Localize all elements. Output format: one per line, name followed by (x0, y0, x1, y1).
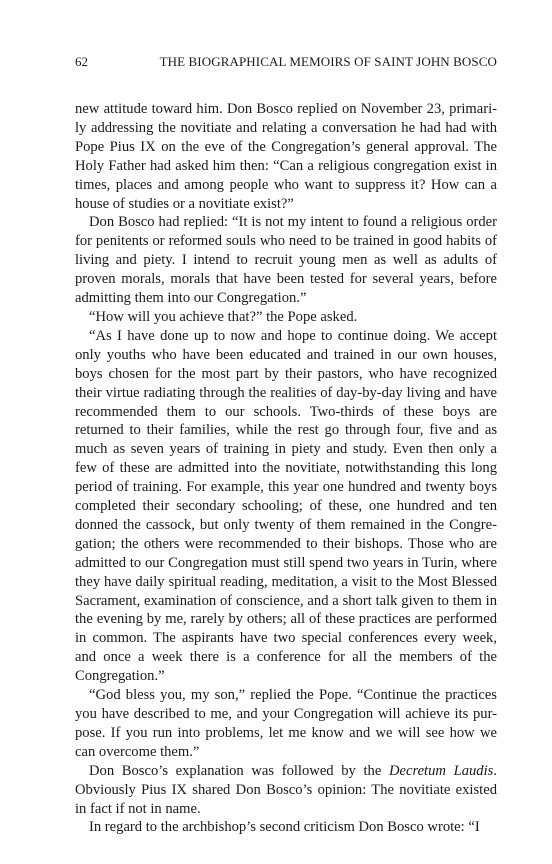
paragraph-1: new attitude toward him. Don Bosco replied on November 23, primari-ly addressing the novitiate and relating a conversation he had had with Pope Pius IX on the eve of the Congregation’s general approval. The Holy Father had asked him then: “Can a religious congregation exist in times, places and among people who want to suppress it? How can a house of studies or a novitiate exist?” (75, 101, 497, 212)
book-page (75, 52, 497, 837)
paragraph-6-rest: . Obviously Pius IX shared Don Bosco’s opinion: The novitiate existed in fact if not in name. (75, 762, 497, 817)
paragraph-5: “God bless you, my son,” replied the Pope. “Continue the practices you have described to me, and your Congregation will achieve its pur-pose. If you run into problems, let me know and we will see how we can overcome them.” (75, 687, 497, 760)
running-title: THE BIOGRAPHICAL MEMOIRS OF SAINT JOHN BOSCO (159, 54, 497, 69)
paragraph-6-lead: Don Bosco’s explanation was followed by the (89, 762, 389, 779)
paragraph-2: Don Bosco had replied: “It is not my intent to found a religious order for penitents or reformed souls who need to be trained in good habits of living and piety. I intend to recruit young men as well as adults of proven morals, morals that have been tested for several years, before admitting them into our Congregation.” (75, 214, 497, 307)
paragraph-3: “How will you achieve that?” the Pope asked. (89, 308, 358, 325)
paragraph-6 (75, 762, 497, 819)
paragraph-7: In regard to the archbishop’s second criticism Don Bosco wrote: “I (89, 819, 480, 836)
body-text (75, 100, 497, 837)
paragraph-4: “As I have done up to now and hope to continue doing. We accept only youths who have been educated and trained in our own houses, boys chosen for the most part by their pastors, who have recognized their virtue radiating through the realities of day-by-day living and have recommended them to our schools. Two-thirds of these boys are returned to their families, while the rest go through four, five and as much as seven years of training in piety and study. Even then only a few of these are admitted into the novitiate, notwithstanding this long period of training. For example, this year one hundred and twenty boys completed their secondary schooling; of these, one hundred and ten donned the cassock, but only twenty of them remained in the Congre-gation; the others were recommended to their bishops. Those who are admitted to our Congregation must still spend two years in Turin, where they have daily spiritual reading, meditation, a visit to the Most Blessed Sacrament, examination of conscience, and a short talk given to them in the evening by me, rarely by others; all of these practices are performed in common. The aspirants have two special conferences every week, and once a week there is a conference for all the members of the Congregation.” (75, 327, 497, 685)
decretum-laudis-title: Decretum Laudis (388, 762, 494, 779)
running-head (75, 52, 497, 72)
page-number: 62 (75, 54, 88, 69)
